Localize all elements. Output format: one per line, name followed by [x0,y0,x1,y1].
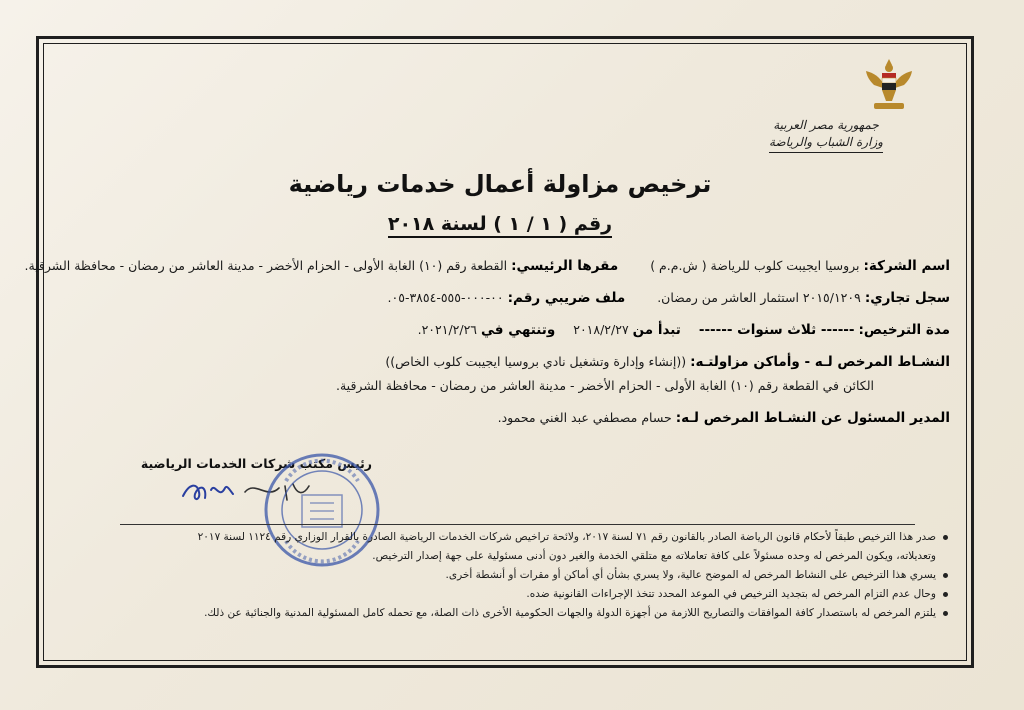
company-name-label: اسم الشركة: [863,258,950,274]
country-name: جمهورية مصر العربية [773,118,879,132]
activity-location: الكائن في القطعة رقم (١٠) الغابة الأولى - الحزام الأخضر - مدينة العاشر من رمضان - محافظة الشرقية. [336,378,874,393]
duration-label: مدة الترخيص: [858,322,950,338]
registration-row [388,290,950,306]
end-value: ٢٠٢١/٢/٢٦. [417,322,478,337]
tax-file-label: ملف ضريبي رقم: [507,290,626,306]
notes-list [148,528,948,623]
manager-value: حسام مصطفي عبد الغني محمود. [497,410,672,425]
hq-value: القطعة رقم (١٠) الغابة الأولى - الحزام الأخضر - مدينة العاشر من رمضان - محافظة الشرقية. [24,258,508,273]
notes-divider [120,524,915,525]
signatory-title: رئيس مكتب شركات الخدمات الرياضية [140,456,372,471]
note-item-continuation: وتعديلاته، ويكون المرخص له وحده مسئولاً على كافة تعاملاته مع متلقي الخدمة والغير دون أدنى مسئولية على جهة إصدار الترخيص. [372,550,936,562]
company-name-value: بروسيا ايجيبت كلوب للرياضة ( ش.م.م ) [650,258,860,273]
document-title: ترخيص مزاولة أعمال خدمات رياضية [288,170,712,198]
end-label: وتنتهي في [481,322,556,338]
duration-value: ------ ثلاث سنوات ------ [698,322,855,338]
ministry-header [746,117,906,153]
note-item: صدر هذا الترخيص طبقاً لأحكام قانون الرياضة الصادر بالقانون رقم ٧١ لسنة ٢٠١٧، ولائحة تراخيص شركات الخدمات الرياضية الصادرة بالقرار الوزاري رقم ١١٢٤ لسنة ٢٠١٧ [148,528,948,547]
company-row [24,258,950,274]
ministry-name: وزارة الشباب والرياضة [769,134,883,153]
hq-label: مقرها الرئيسي: [511,258,619,274]
manager-row [498,410,950,426]
duration-row [418,322,950,338]
note-item: يلتزم المرخص له باستصدار كافة الموافقات والتصاريح اللازمة من أجهزة الدولة والجهات الحكومية الأخرى ذات الصلة، مع تحمله كامل المسئولية المدنية والجنائية عن ذلك. [148,604,948,623]
note-item: وحال عدم التزام المرخص له بتجديد الترخيص في الموعد المحدد تتخذ الإجراءات القانونية ضده. [148,585,948,604]
note-item: يسري هذا الترخيص على النشاط المرخص له الموضح عالية، ولا يسري بشأن أي أماكن أو مقرات أو أنشطة أخرى. [148,566,948,585]
activity-label: النشـاط المرخص لـه - وأماكن مزاولتـه: [690,354,950,370]
activity-row [385,354,950,370]
tax-file-value: ٠٠-٠٠٠-٥٥٥-٣٨٥٤-٠٥. [387,290,504,305]
activity-value: ((إنشاء وإدارة وتشغيل نادي بروسيا ايجيبت كلوب الخاص)) [385,354,687,369]
manager-label: المدير المسئول عن النشـاط المرخص لـه: [675,410,950,426]
commercial-reg-value: ٢٠١٥/١٢٠٩ استثمار العاشر من رمضان. [657,290,861,305]
eagle-emblem-icon [864,55,914,113]
license-number: رقم ( ١ / ١ ) لسنة ٢٠١٨ [300,213,700,235]
start-value: ٢٠١٨/٢/٢٧ [573,322,629,337]
commercial-reg-label: سجل تجاري: [864,290,950,306]
start-label: تبدأ من [632,322,681,338]
